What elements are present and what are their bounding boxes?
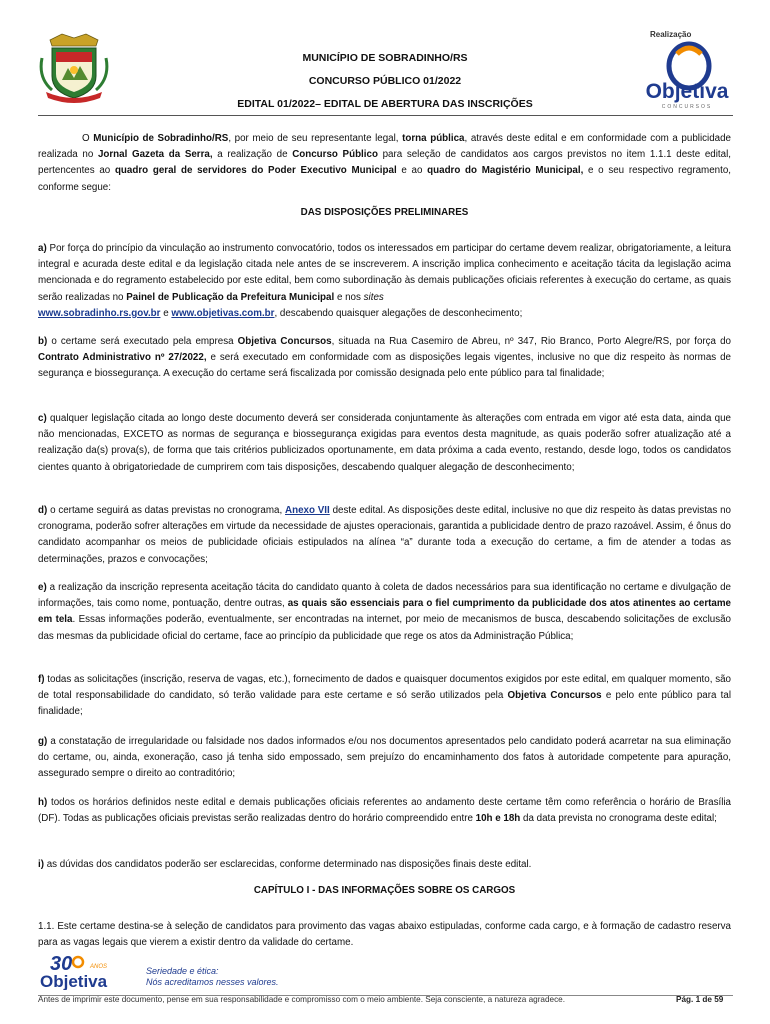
slogan-line-2: Nós acreditamos nesses valores. [146, 977, 279, 987]
item-e: e) a realização da inscrição representa aceitação tácita do candidato quanto à coleta de dados necessários para sua identificação no certame e divulgação de informações, tais como nome, pontuação, dentre outras, as quais são essenciais para o fiel cumprimento da publicidade dos atos atinentes ao certame em tela. Essas informações poderão, eventualmente, ser encontradas na internet, por meio de mecanismos de busca, descabendo solicitações de exclusão das mesmas da publicidade oficial do certame, face ao princípio da publicidade que rege os atos da Administração Pública; [38, 582, 731, 642]
header-edital-title: EDITAL 01/2022– EDITAL DE ABERTURA DAS INSCRIÇÕES [237, 98, 533, 110]
header-municipality: MUNICÍPIO DE SOBRADINHO/RS [302, 52, 468, 64]
link-sobradinho[interactable]: www.sobradinho.rs.gov.br [38, 307, 161, 319]
page-number: Pág. 1 de 59 [676, 995, 724, 1004]
item-f: f) todas as solicitações (inscrição, reserva de vagas, etc.), fornecimento de dados e quaisquer documentos exigidos por este edital, em qualquer momento, são de total responsabilidade do candidato, só terão validade para este certame e só serão utilizados pela Objetiva Concursos e pelo ente público para tal finalidade; [38, 674, 731, 718]
footer-logo-text: Objetiva [40, 972, 108, 990]
realizacao-label: Realização [650, 30, 692, 39]
header-divider [38, 115, 733, 116]
logo-concursos-text: CONCURSOS [661, 104, 713, 110]
footer-anos-number: 30 [50, 953, 73, 975]
link-anexo-vii[interactable]: Anexo VII [285, 505, 330, 516]
item-a: a) Por força do princípio da vinculação ao instrumento convocatório, todos os interessados em participar do certame devem realizar, obrigatoriamente, a leitura integral e acurada deste edital e da legislação citada nele antes de se inscreverem. A inscrição implica conhecimento e aceitação tácita da legislação acima mencionada e do regramento estabelecido por este edital, bem como subordinação às demais publicações oficiais referentes à execução do certame, as quais serão realizadas no Painel de Publicação da Prefeitura Municipal e nos sites www.sobradinho.rs.gov.br e www.objetivas.com.br, descabendo quaisquer alegações de desconhecimento; [38, 243, 731, 319]
footer-slogan [146, 966, 279, 988]
item-c: c) qualquer legislação citada ao longo deste documento deverá ser considerada conjuntamente às alterações com entrada em vigor até esta data, ainda que não mencionadas, EXCETO as normas de segurança e biossegurança exigidas para eventos desta magnitude, as quais poderão sofrer atualização até a realização da(s) prova(s), de forma que tais critérios publicizados oportunamente, em data próxima a cada evento, restando, desde logo, todos os candidatos cientes quanto à obrigatoriedade de cumprirem com tais disposições, descabendo qualquer alegação de desconhecimento; [38, 413, 731, 473]
document-header [150, 47, 620, 116]
link-objetivas[interactable]: www.objetivas.com.br [171, 307, 275, 319]
section-title-preliminares: DAS DISPOSIÇÕES PRELIMINARES [300, 207, 469, 218]
item-g: g) a constatação de irregularidade ou falsidade nos dados informados e/ou nos documentos apresentados pelo candidato poderá acarretar na sua eliminação do certame, ou, ainda, exoneração, caso já tenha sido empossado, sem prejuízo do encaminhamento dos fatos à autoridade competente para apuração, assegurado sempre o direito ao contraditório; [38, 736, 731, 780]
item-d: d) o certame seguirá as datas previstas no cronograma, Anexo VII deste edital. As disposições deste edital, inclusive no que diz respeito às datas previstas no cronograma, poderão sofrer alterações em virtude da necessidade de ajustes operacionais, garantida a publicidade dentro de prazo razoável. Assim, é ônus do candidato acompanhar os meios de publicidade oficiais estipulados na alínea “a” durante toda a execução do certame, a fim de atender a todas as determinações, prazos e convocações; [38, 505, 731, 565]
item-h: h) todos os horários definidos neste edital e demais publicações oficiais referentes ao andamento deste certame têm como referência o horário de Brasília (DF). Todas as publicações oficiais previstas serão realizadas dentro do horário compreendido entre 10h e 18h da data prevista no cronograma deste edital; [38, 797, 731, 825]
item-b: b) o certame será executado pela empresa Objetiva Concursos, situada na Rua Casemiro de Abreu, nº 347, Rio Branco, Porto Alegre/RS, por força do Contrato Administrativo nº 27/2022, e será executado em conformidade com as disposições legais vigentes, inclusive no que diz respeito às normas de segurança e biossegurança. A execução do certame será fiscalizada por comissão designada pelo ente público para tal finalidade; [38, 336, 731, 380]
item-i: i) as dúvidas dos candidatos poderão ser esclarecidas, conforme determinado nas disposições finais deste edital. [38, 859, 532, 870]
objetiva-30-anos-logo-icon [38, 950, 118, 990]
footer-environment-note: Antes de imprimir este documento, pense em sua responsabilidade e compromisso com o meio ambiente. Seja consciente, a natureza agradece. [38, 995, 566, 1004]
logo-objetiva-text: Objetiva [645, 80, 729, 103]
slogan-line-1: Seriedade e ética: [146, 966, 219, 976]
chapter-title-cargos: CAPÍTULO I - DAS INFORMAÇÕES SOBRE OS CARGOS [253, 885, 516, 896]
intro-paragraph: O Município de Sobradinho/RS, por meio de seu representante legal, torna pública, através deste edital e em conformidade com a publicidade realizada no Jornal Gazeta da Serra, a realização de Concurso Público para seleção de candidatos aos cargos previstos no item 1.1.1 deste edital, pertencentes ao quadro geral de servidores do Poder Executivo Municipal e ao quadro do Magistério Municipal, e o seu respectivo regramento, conforme segue: [38, 133, 732, 193]
paragraph-1-1: 1.1. Este certame destina-se à seleção de candidatos para provimento das vagas abaixo estipuladas, conforme cada cargo, e à formação de cadastro reserva para as vagas legais que vierem a existir dentro da validade do certame. [38, 921, 731, 949]
objetiva-logo-icon [637, 40, 737, 112]
footer-anos-label: ANOS [90, 964, 108, 970]
header-contest: CONCURSO PÚBLICO 01/2022 [308, 75, 462, 87]
municipal-crest-icon [38, 32, 110, 104]
